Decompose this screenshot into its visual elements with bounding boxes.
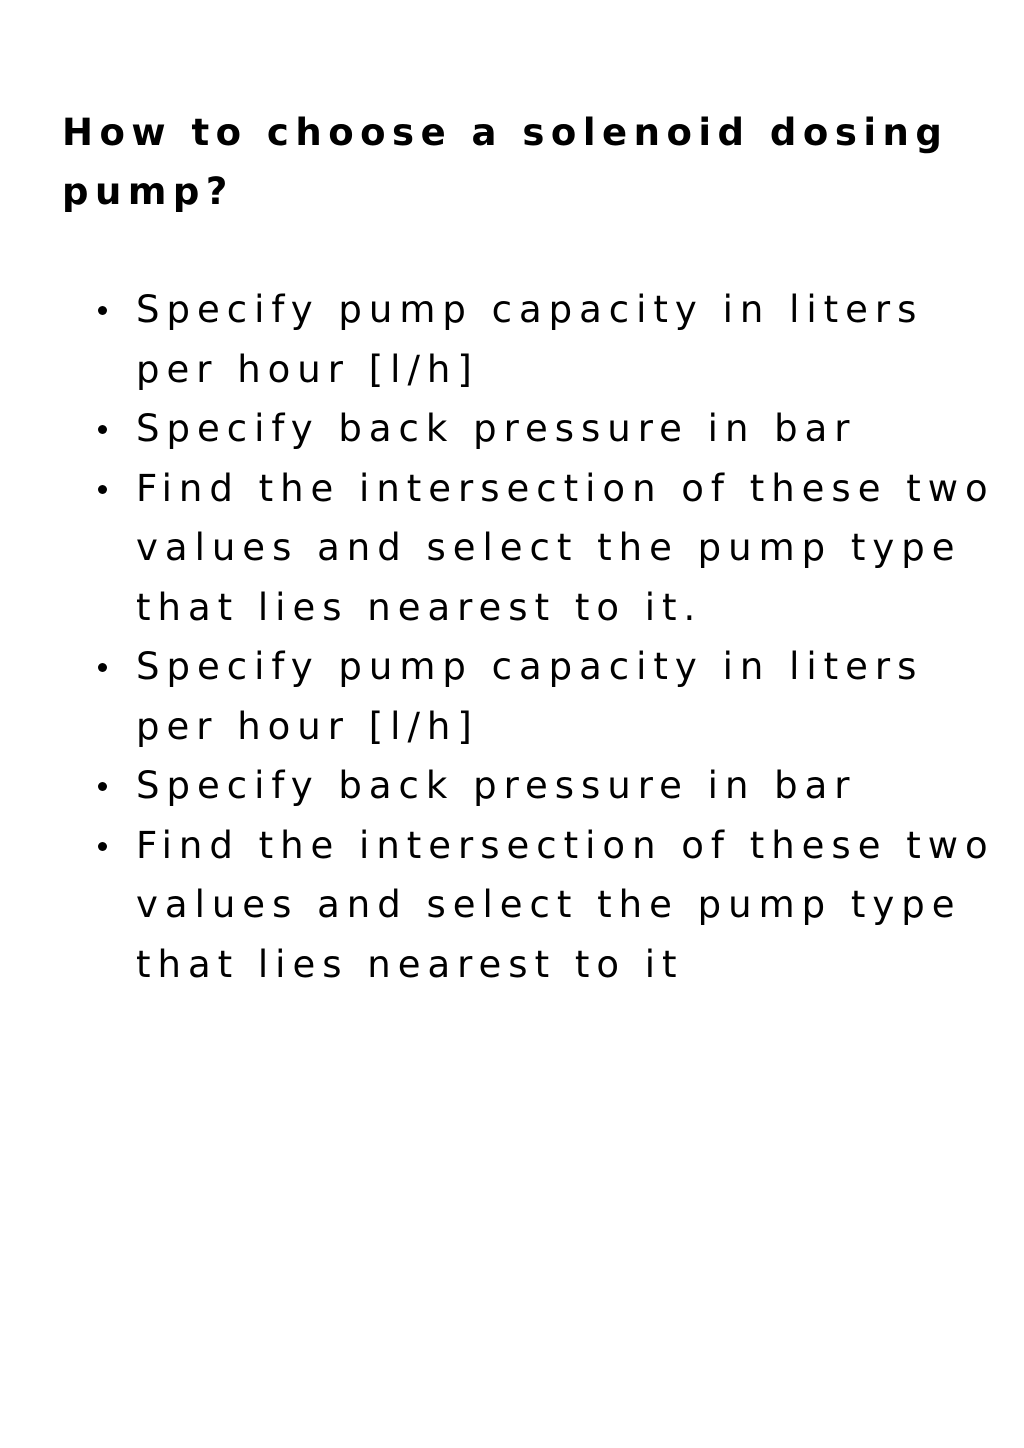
bullet-icon	[98, 485, 107, 494]
list-item	[136, 637, 996, 756]
bullet-icon	[98, 425, 107, 434]
list-item-text: Specify pump capacity in liters per hour [l/h]	[136, 645, 924, 748]
list-item	[136, 280, 996, 399]
list-item-text: Specify pump capacity in liters per hour [l/h]	[136, 288, 924, 391]
list-item	[136, 459, 996, 638]
list-item	[136, 399, 996, 459]
list-item-text: Specify back pressure in bar	[136, 764, 857, 807]
list-item-text: Find the intersection of these two values and select the pump type that lies nearest to it	[136, 823, 995, 986]
bullet-icon	[98, 842, 107, 851]
bullet-icon	[98, 663, 107, 672]
steps-list	[136, 280, 996, 994]
bullet-icon	[98, 306, 107, 315]
list-item	[136, 756, 996, 816]
bullet-icon	[98, 782, 107, 791]
list-item	[136, 816, 996, 995]
list-item-text: Find the intersection of these two values and select the pump type that lies nearest to it.	[136, 466, 995, 629]
page-title: How to choose a solenoid dosing pump?	[62, 111, 949, 213]
list-item-text: Specify back pressure in bar	[136, 407, 857, 450]
